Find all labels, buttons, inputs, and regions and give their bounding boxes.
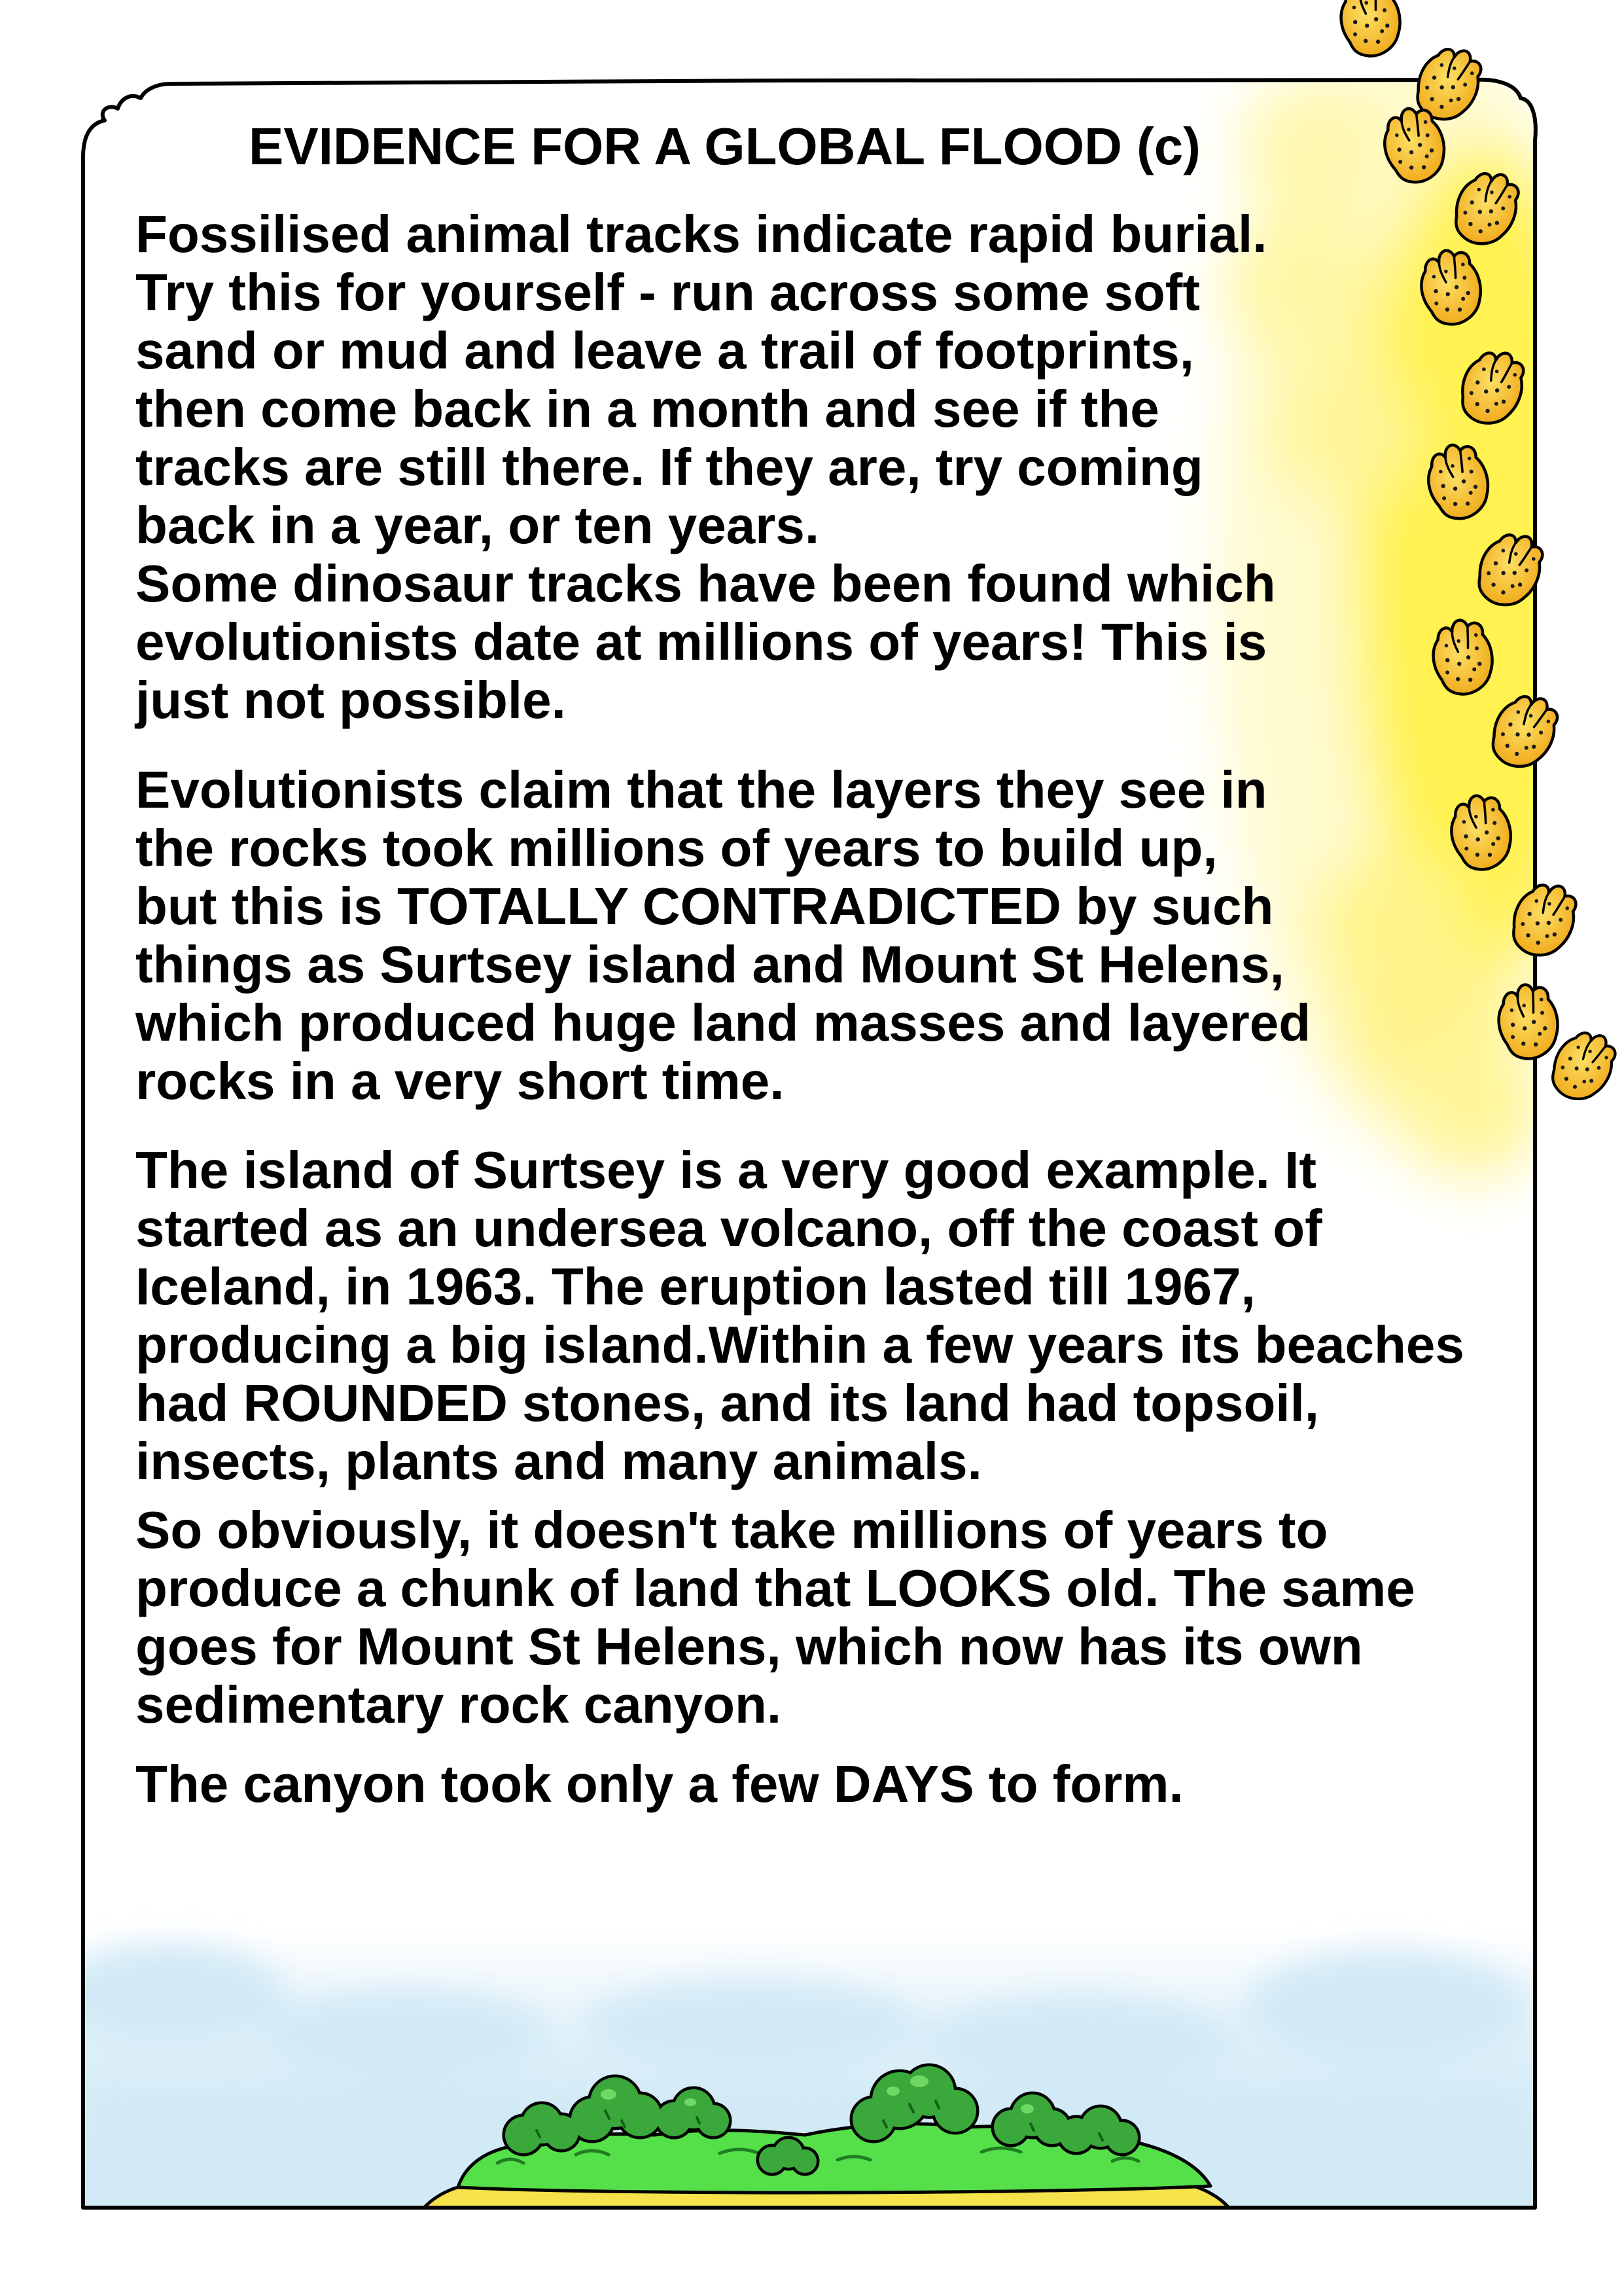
paragraph-line: The island of Surtsey is a very good example. It bbox=[135, 1141, 1316, 1199]
paragraph-line: So obviously, it doesn't take millions of years to bbox=[135, 1501, 1328, 1559]
paragraph-line: evolutionists date at millions of years! This is bbox=[135, 613, 1267, 671]
paragraph-line: goes for Mount St Helens, which now has its own bbox=[135, 1617, 1363, 1676]
paragraph-fossil-tracks bbox=[135, 205, 1276, 729]
paragraph-line: had ROUNDED stones, and its land had topsoil, bbox=[135, 1374, 1320, 1432]
paragraph-canyon bbox=[135, 1755, 1184, 1813]
paragraph-surtsey bbox=[135, 1141, 1464, 1490]
paragraph-line: the rocks took millions of years to build up, bbox=[135, 819, 1218, 877]
page-title: EVIDENCE FOR A GLOBAL FLOOD (c) bbox=[249, 117, 1201, 175]
paragraph-mount-st-helens bbox=[135, 1501, 1415, 1734]
paragraph-line: produce a chunk of land that LOOKS old. The same bbox=[135, 1559, 1415, 1617]
paragraph-line: tracks are still there. If they are, try coming bbox=[135, 438, 1203, 496]
paragraph-line: but this is TOTALLY CONTRADICTED by such bbox=[135, 877, 1274, 935]
paragraph-line: The canyon took only a few DAYS to form. bbox=[135, 1755, 1184, 1813]
paragraph-line: Some dinosaur tracks have been found which bbox=[135, 554, 1276, 613]
paragraph-line: Evolutionists claim that the layers they see in bbox=[135, 761, 1267, 819]
paragraph-line: started as an undersea volcano, off the coast of bbox=[135, 1199, 1322, 1257]
paragraph-line: which produced huge land masses and layered bbox=[135, 994, 1311, 1052]
paragraph-rock-layers bbox=[135, 761, 1311, 1110]
paragraph-line: things as Surtsey island and Mount St Helens, bbox=[135, 935, 1284, 994]
paragraph-line: sedimentary rock canyon. bbox=[135, 1676, 782, 1734]
paragraph-line: just not possible. bbox=[135, 671, 566, 729]
paragraph-line: Fossilised animal tracks indicate rapid burial. bbox=[135, 205, 1267, 263]
paragraph-line: back in a year, or ten years. bbox=[135, 496, 820, 554]
paragraph-line: then come back in a month and see if the bbox=[135, 380, 1159, 438]
paragraph-line: insects, plants and many animals. bbox=[135, 1432, 982, 1490]
paragraph-line: producing a big island.Within a few years its beaches bbox=[135, 1316, 1464, 1374]
paragraph-line: Try this for yourself - run across some soft bbox=[135, 263, 1201, 321]
paragraph-line: rocks in a very short time. bbox=[135, 1052, 785, 1110]
paragraph-line: Iceland, in 1963. The eruption lasted till 1967, bbox=[135, 1257, 1256, 1316]
paragraph-line: sand or mud and leave a trail of footprints, bbox=[135, 321, 1195, 380]
